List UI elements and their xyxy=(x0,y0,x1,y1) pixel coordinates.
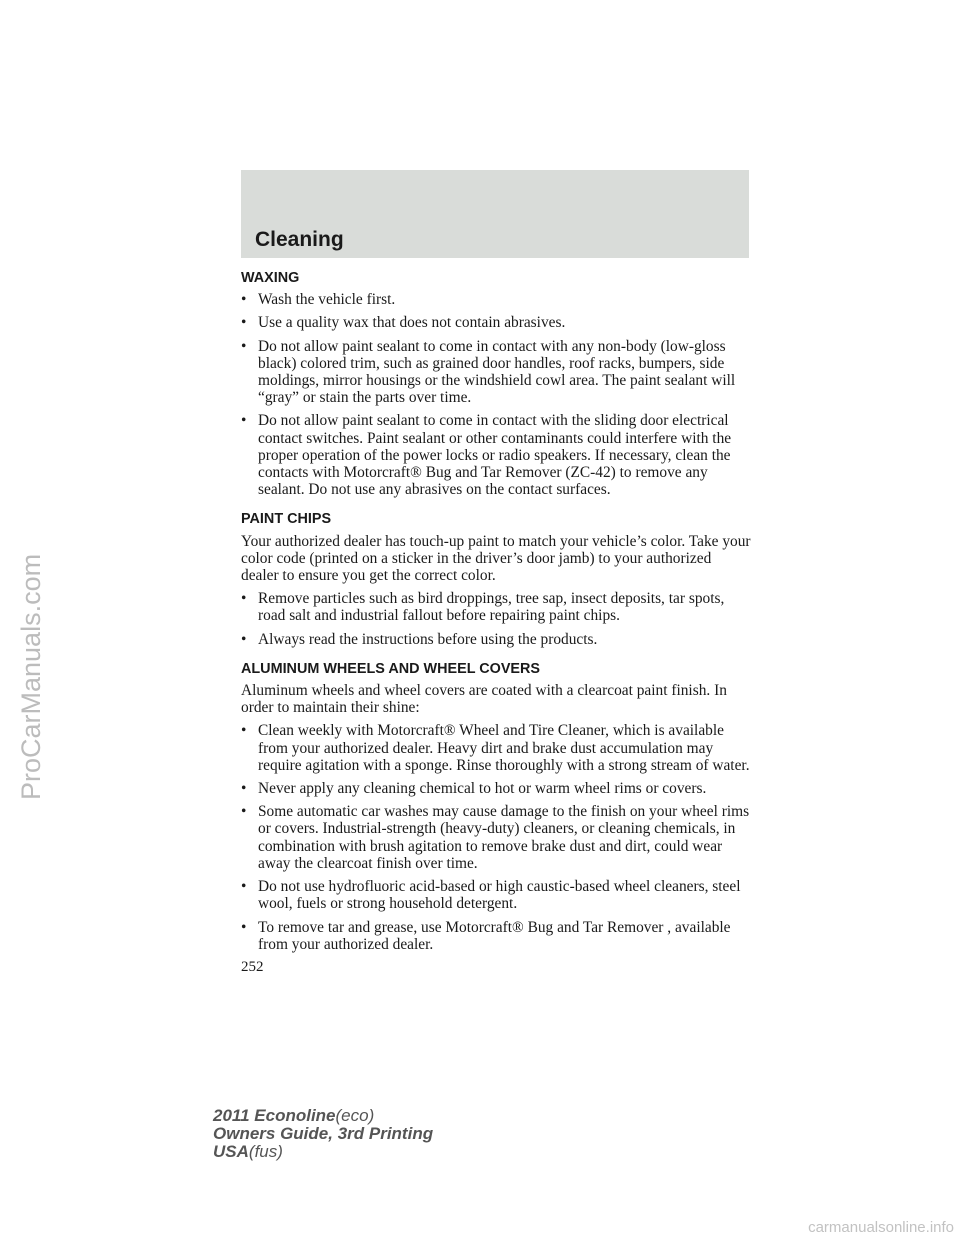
paint-chips-heading: PAINT CHIPS xyxy=(241,511,332,528)
footer-line-2: Owners Guide, 3rd Printing xyxy=(213,1124,434,1143)
list-item: • Use a quality wax that does not contain abrasives. xyxy=(241,314,751,331)
wheels-heading: ALUMINUM WHEELS AND WHEEL COVERS xyxy=(241,660,541,677)
list-item: • Some automatic car washes may cause damage to the finish on your wheel rims or covers. Industrial-strength (heavy-duty) cleaners, or cleaning chemicals, in combination with brush agitation to remove brake dust and dirt, could wear away the clearcoat finish over time. xyxy=(241,803,751,872)
list-item: • Clean weekly with Motorcraft® Wheel and Tire Cleaner, which is available from your authorized dealer. Heavy dirt and brake dust accumulation may require agitation with a sponge. Rinse thoroughly with a strong stream of water. xyxy=(241,722,751,774)
waxing-list xyxy=(241,291,751,498)
site-watermark: carmanualsonline.info xyxy=(808,1219,954,1236)
paint-chips-list xyxy=(241,590,751,648)
list-item: • Remove particles such as bird droppings, tree sap, insect deposits, tar spots, road salt and industrial fallout before repairing paint chips. xyxy=(241,590,751,624)
section-title: Cleaning xyxy=(255,228,344,251)
footer-market: USA xyxy=(213,1142,249,1161)
section-header-band xyxy=(241,170,749,258)
document-footer xyxy=(213,1107,433,1161)
footer-market-code: (fus) xyxy=(248,1142,283,1161)
list-item: • Never apply any cleaning chemical to hot or warm wheel rims or covers. xyxy=(241,780,751,797)
footer-model: 2011 Econoline xyxy=(213,1106,336,1125)
watermark-text: ProCarManuals.com xyxy=(16,553,46,800)
list-item: • Wash the vehicle first. xyxy=(241,291,751,308)
list-item: • Do not allow paint sealant to come in contact with any non-body (low-gloss black) colored trim, such as grained door handles, roof racks, bumpers, side moldings, mirror housings or the windshield cowl area. The paint sealant will “gray” or stain the parts over time. xyxy=(241,338,751,407)
list-item: • Always read the instructions before using the products. xyxy=(241,631,751,648)
list-item: • Do not allow paint sealant to come in contact with the sliding door electrical contact switches. Paint sealant or other contaminants could interfere with the proper operation of the power locks or radio speakers. If necessary, clean the contacts with Motorcraft® Bug and Tar Remover (ZC-42) to remove any sealant. Do not use any abrasives on the contact surfaces. xyxy=(241,412,751,498)
wheels-list xyxy=(241,722,751,952)
waxing-heading: WAXING xyxy=(241,270,300,286)
wheels-intro: Aluminum wheels and wheel covers are coated with a clearcoat paint finish. In order to maintain their shine: xyxy=(241,682,727,717)
list-item: • Do not use hydrofluoric acid-based or high caustic-based wheel cleaners, steel wool, fuels or strong household detergent. xyxy=(241,878,751,912)
page-content xyxy=(241,270,751,976)
page-number: 252 xyxy=(241,958,264,975)
footer-line-1 xyxy=(213,1107,433,1125)
paint-chips-intro: Your authorized dealer has touch-up paint to match your vehicle’s color. Take your color code (printed on a sticker in the driver’s door jamb) to your authorized dealer to ensure you get the correct color. xyxy=(241,532,751,585)
list-item: • To remove tar and grease, use Motorcraft® Bug and Tar Remover , available from your authorized dealer. xyxy=(241,919,751,953)
footer-line-3 xyxy=(213,1143,433,1161)
footer-model-code: (eco) xyxy=(335,1106,375,1125)
